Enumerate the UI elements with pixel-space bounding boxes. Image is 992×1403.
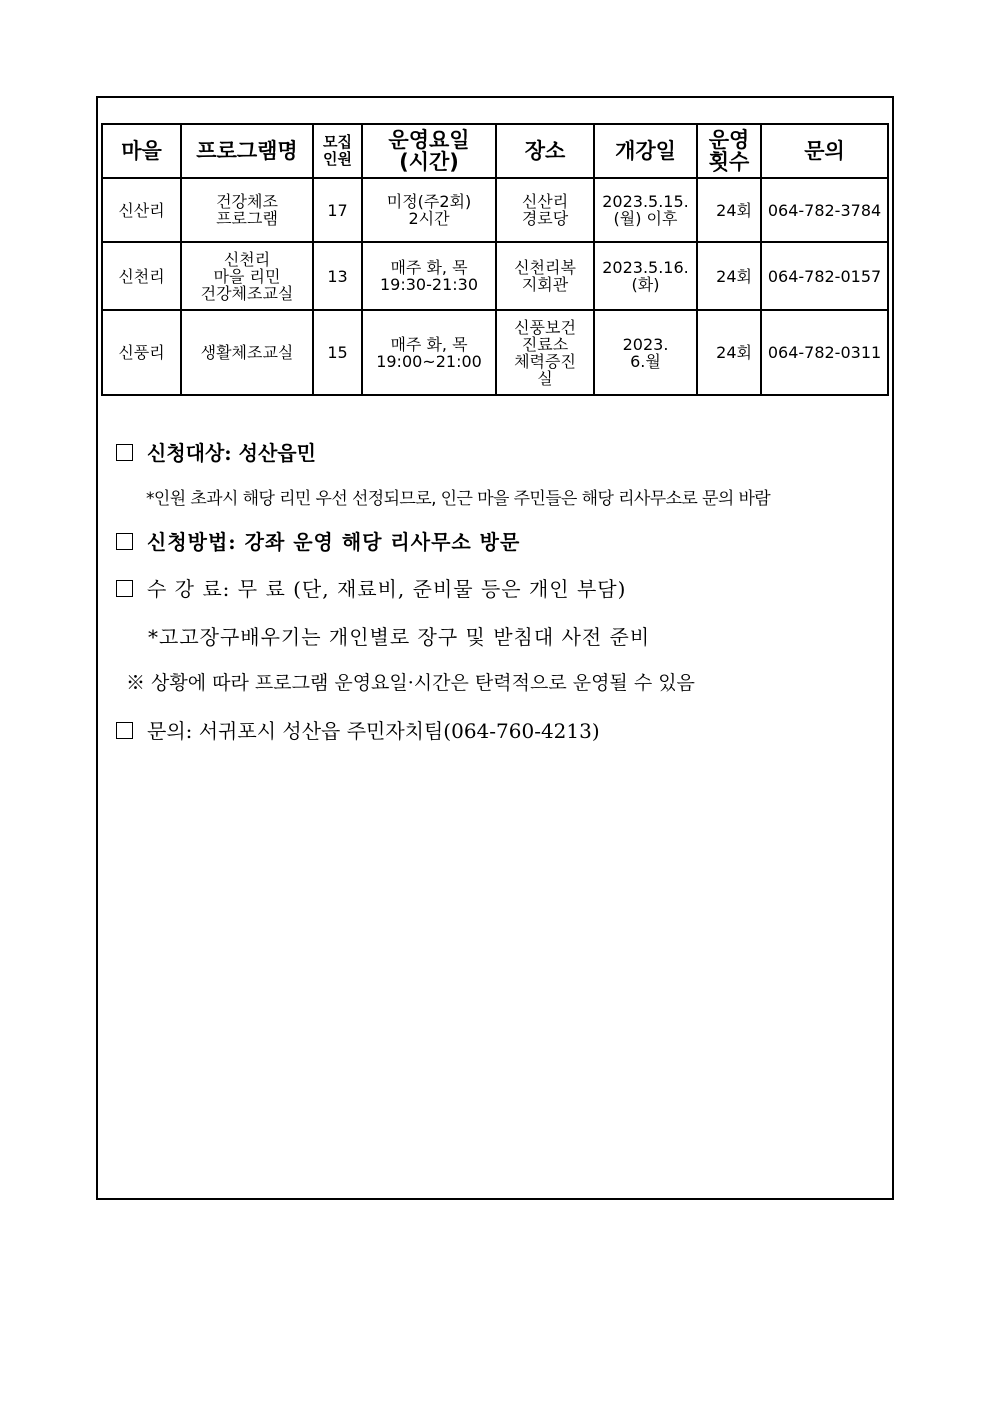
cell-start: 2023.5.16. (화) bbox=[594, 242, 697, 310]
cell-sessions: 24회 bbox=[697, 310, 761, 395]
fee-note: *고고장구배우기는 개인별로 장구 및 받침대 사전 준비 bbox=[148, 625, 651, 649]
fee-section bbox=[116, 573, 626, 602]
cell-village: 신천리 bbox=[102, 242, 181, 310]
cell-village: 신산리 bbox=[102, 178, 181, 242]
cell-schedule: 매주 화, 목 19:30-21:30 bbox=[362, 242, 496, 310]
inquiry-section bbox=[116, 715, 600, 744]
program-table bbox=[101, 123, 889, 396]
inquiry-text: 문의: 서귀포시 성산읍 주민자치팀(064-760-4213) bbox=[147, 719, 600, 743]
cell-village: 신풍리 bbox=[102, 310, 181, 395]
cell-contact: 064-782-3784 bbox=[761, 178, 888, 242]
cell-contact: 064-782-0157 bbox=[761, 242, 888, 310]
cell-contact: 064-782-0311 bbox=[761, 310, 888, 395]
cell-recruit: 15 bbox=[313, 310, 362, 395]
cell-program: 신천리 마을 리민 건강체조교실 bbox=[181, 242, 313, 310]
checkbox-square-icon bbox=[116, 722, 133, 739]
fee-text: 수 강 료: 무 료 (단, 재료비, 준비물 등은 개인 부담) bbox=[147, 577, 627, 601]
method-section bbox=[116, 526, 520, 555]
caution-note: ※ 상황에 따라 프로그램 운영요일·시간은 탄력적으로 운영될 수 있음 bbox=[126, 672, 695, 694]
cell-sessions: 24회 bbox=[697, 178, 761, 242]
header-recruit: 모집 인원 bbox=[313, 124, 362, 178]
header-village: 마을 bbox=[102, 124, 181, 178]
cell-start: 2023.5.15. (월) 이후 bbox=[594, 178, 697, 242]
target-note: *인원 초과시 해당 리민 우선 선정되므로, 인근 마을 주민들은 해당 리사무소로 문의 바람 bbox=[146, 489, 771, 509]
header-place: 장소 bbox=[496, 124, 594, 178]
table-header-row bbox=[102, 124, 888, 178]
cell-place: 신산리 경로당 bbox=[496, 178, 594, 242]
table-row bbox=[102, 242, 888, 310]
header-sessions: 운영 횟수 bbox=[697, 124, 761, 178]
target-section bbox=[116, 437, 316, 466]
header-schedule: 운영요일 (시간) bbox=[362, 124, 496, 178]
method-text: 신청방법: 강좌 운영 해당 리사무소 방문 bbox=[147, 530, 521, 554]
cell-schedule: 미정(주2회) 2시간 bbox=[362, 178, 496, 242]
cell-sessions: 24회 bbox=[697, 242, 761, 310]
checkbox-square-icon bbox=[116, 444, 133, 461]
target-text: 신청대상: 성산읍민 bbox=[147, 441, 316, 465]
header-start: 개강일 bbox=[594, 124, 697, 178]
cell-recruit: 17 bbox=[313, 178, 362, 242]
checkbox-square-icon bbox=[116, 533, 133, 550]
cell-program: 생활체조교실 bbox=[181, 310, 313, 395]
cell-recruit: 13 bbox=[313, 242, 362, 310]
cell-start: 2023. 6.월 bbox=[594, 310, 697, 395]
header-program: 프로그램명 bbox=[181, 124, 313, 178]
cell-program: 건강체조 프로그램 bbox=[181, 178, 313, 242]
table-row bbox=[102, 310, 888, 395]
cell-schedule: 매주 화, 목 19:00~21:00 bbox=[362, 310, 496, 395]
cell-place: 신천리복 지회관 bbox=[496, 242, 594, 310]
checkbox-square-icon bbox=[116, 580, 133, 597]
header-contact: 문의 bbox=[761, 124, 888, 178]
table-row bbox=[102, 178, 888, 242]
cell-place: 신풍보건 진료소 체력증진 실 bbox=[496, 310, 594, 395]
